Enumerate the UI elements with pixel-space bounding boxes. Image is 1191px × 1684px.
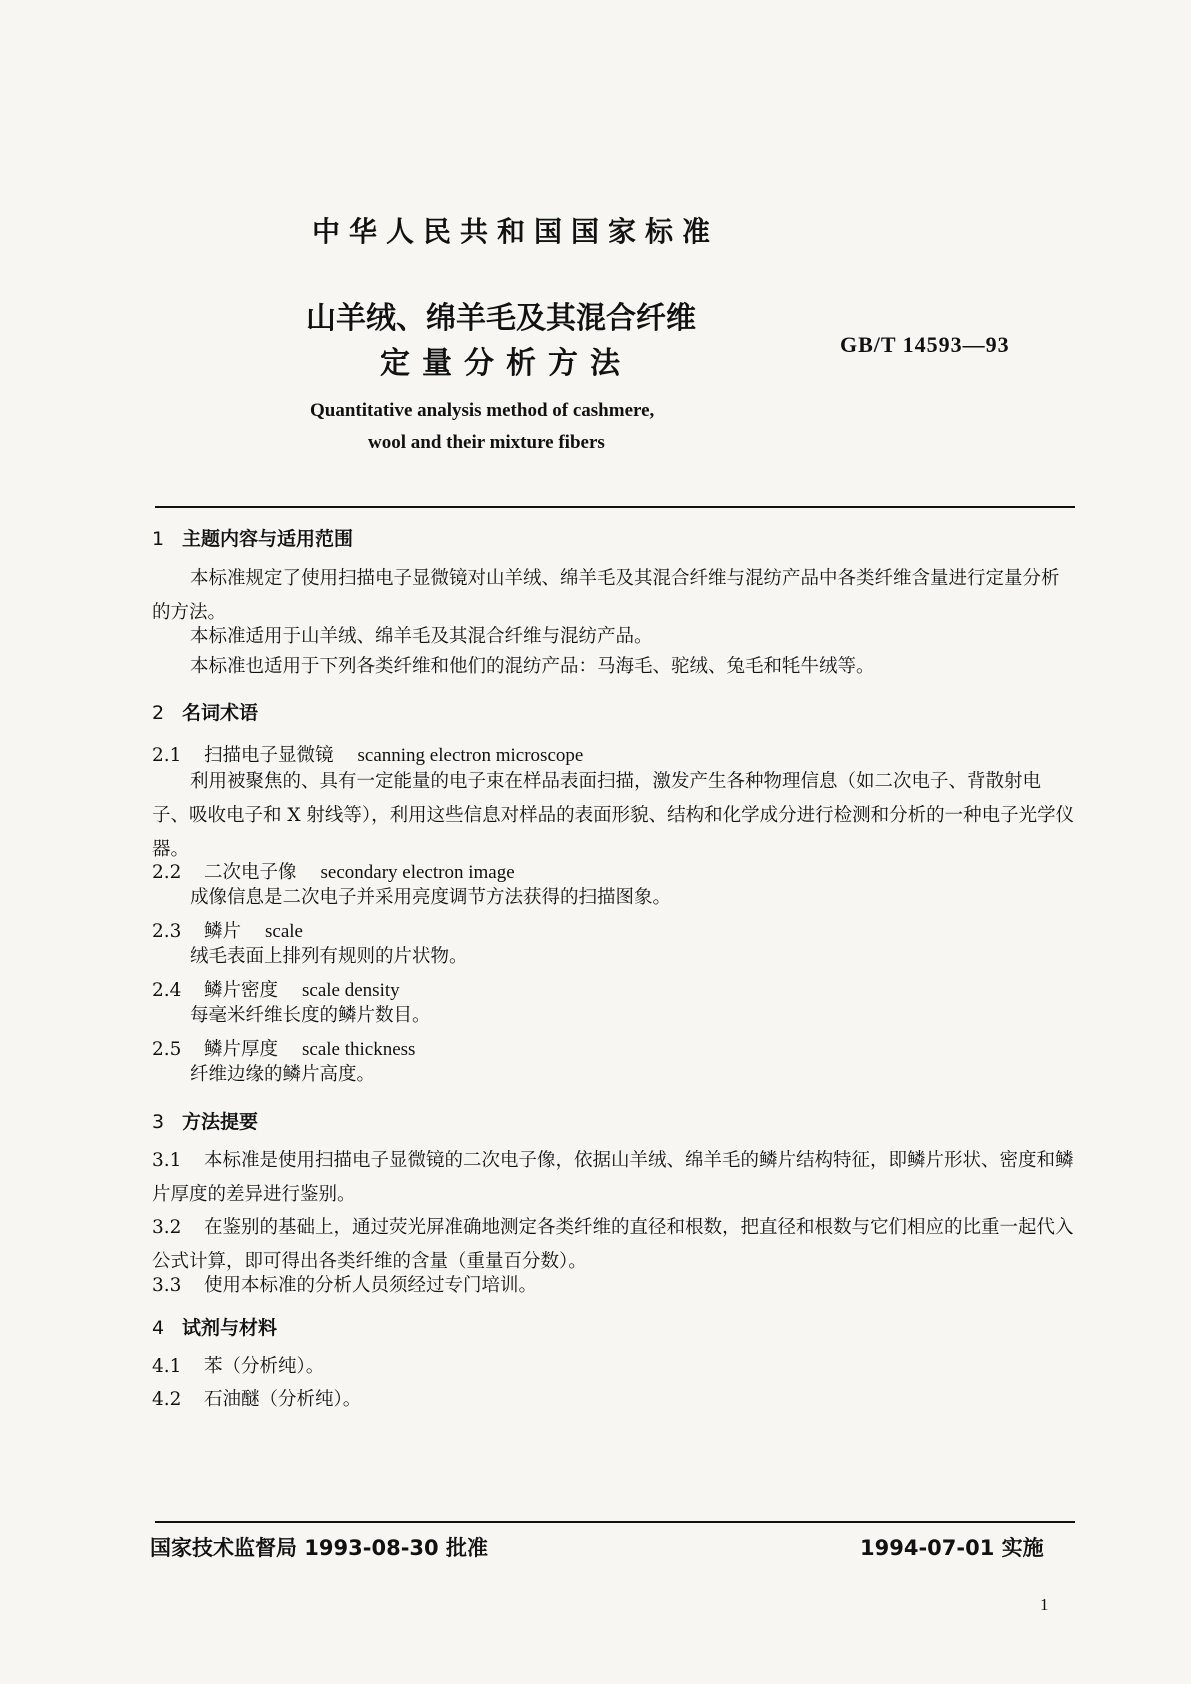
section-number: 1 [152,528,165,550]
term-2-3-definition: 绒毛表面上排列有规则的片状物。 [190,946,468,967]
section-title: 主题内容与适用范围 [182,528,354,550]
national-standard-heading: 中华人民共和国国家标准 [312,215,720,248]
term-english: scanning electron microscope [357,745,584,766]
term-2-1 [152,741,583,767]
clause-number: 3.2 [152,1217,182,1238]
section-title: 名词术语 [182,702,259,724]
term-number: 2.4 [152,980,182,1001]
clause-number: 4.1 [152,1356,182,1377]
clause-text: 本标准是使用扫描电子显微镜的二次电子像，依据山羊绒、绵羊毛的鳞片结构特征，即鳞片形状、密度和鳞片厚度的差异进行鉴别。 [152,1150,1074,1205]
term-number: 2.5 [152,1039,182,1060]
term-name: 鳞片密度 [204,980,279,1001]
english-title-line2: wool and their mixture fibers [368,432,605,453]
section-1-heading [152,524,353,551]
term-2-1-definition: 利用被聚焦的、具有一定能量的电子束在样品表面扫描，激发产生各种物理信息（如二次电子、背散射电子、吸收电子和 X 射线等），利用这些信息对样品的表面形貌、结构和化学成分进行检测和分析的一种电子光学仪器。 [152,771,1075,860]
clause-text: 在鉴别的基础上，通过荧光屏准确地测定各类纤维的直径和根数，把直径和根数与它们相应的比重一起代入公式计算，即可得出各类纤维的含量（重量百分数）。 [152,1217,1074,1272]
section-4-heading [152,1313,277,1340]
section-1-paragraph-1: 本标准规定了使用扫描电子显微镜对山羊绒、绵羊毛及其混合纤维与混纺产品中各类纤维含量进行定量分析的方法。 [152,568,1060,623]
document-title-line2: 定量分析方法 [380,346,632,381]
section-number: 2 [152,702,165,724]
document-title-line1: 山羊绒、绵羊毛及其混合纤维 [306,301,696,336]
clause-number: 3.3 [152,1275,182,1296]
term-2-4-definition: 每毫米纤维长度的鳞片数目。 [190,1005,431,1026]
term-english: scale density [302,980,400,1001]
approval-note: 国家技术监督局 1993-08-30 批准 [150,1536,488,1560]
term-english: secondary electron image [320,862,515,883]
term-2-2-definition: 成像信息是二次电子并采用亮度调节方法获得的扫描图象。 [190,887,672,908]
section-title: 方法提要 [182,1111,259,1133]
section-1-paragraph-3: 本标准也适用于下列各类纤维和他们的混纺产品：马海毛、驼绒、兔毛和牦牛绒等。 [190,656,875,677]
clause-text: 石油醚（分析纯）。 [204,1389,362,1410]
term-english: scale thickness [302,1039,416,1060]
clause-number: 3.1 [152,1150,182,1171]
clause-3-3 [152,1269,537,1303]
term-2-5-definition: 纤维边缘的鳞片高度。 [190,1064,376,1085]
clause-number: 4.2 [152,1389,182,1410]
term-name: 鳞片厚度 [204,1039,279,1060]
header-divider [155,506,1075,508]
section-number: 4 [152,1317,165,1339]
term-number: 2.3 [152,921,182,942]
term-number: 2.1 [152,745,182,766]
section-3-heading [152,1107,258,1134]
clause-3-1 [152,1144,1076,1212]
term-english: scale [265,921,303,942]
section-number: 3 [152,1111,165,1133]
standard-number: GB/T 14593—93 [840,332,1010,357]
clause-4-1 [152,1350,324,1384]
term-number: 2.2 [152,862,182,883]
implementation-date: 1994-07-01 实施 [860,1536,1044,1560]
section-title: 试剂与材料 [182,1317,278,1339]
term-name: 鳞片 [204,921,242,942]
section-1-paragraph-2: 本标准适用于山羊绒、绵羊毛及其混合纤维与混纺产品。 [190,626,653,647]
section-2-heading [152,698,258,725]
term-name: 扫描电子显微镜 [204,745,334,766]
footer-divider [155,1521,1075,1523]
clause-text: 苯（分析纯）。 [204,1356,325,1377]
page-number: 1 [1040,1595,1049,1614]
english-title-line1: Quantitative analysis method of cashmere, [310,400,655,421]
clause-text: 使用本标准的分析人员须经过专门培训。 [204,1275,538,1296]
term-name: 二次电子像 [204,862,297,883]
clause-4-2 [152,1383,361,1417]
